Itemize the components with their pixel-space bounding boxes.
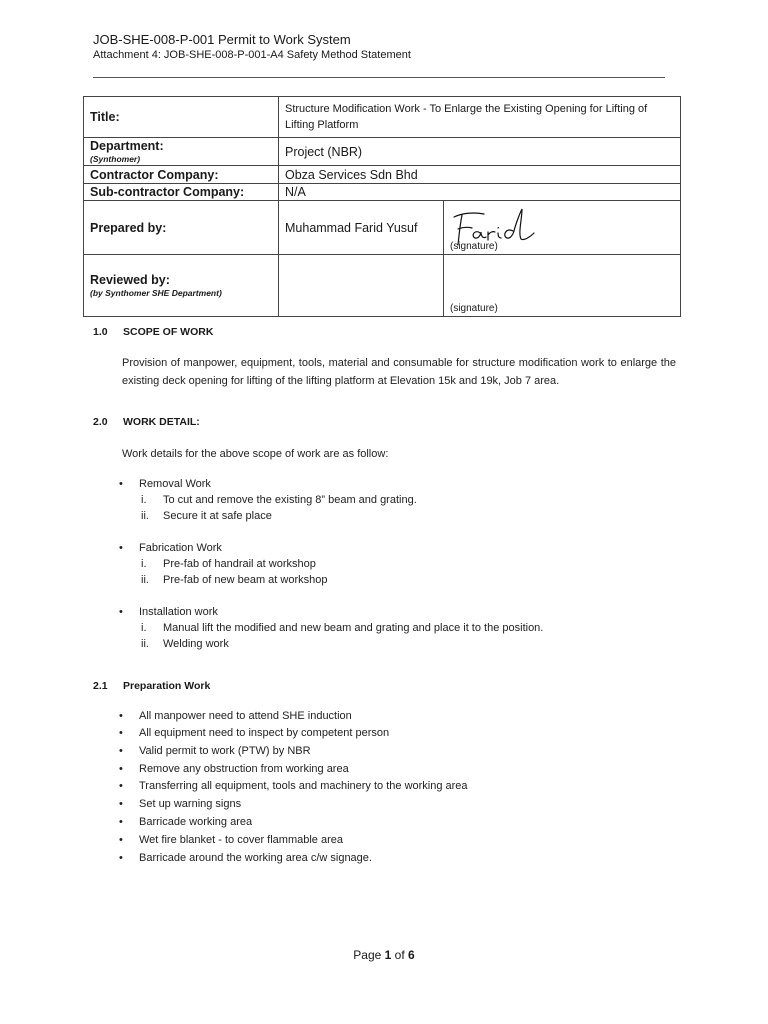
roman-numeral: ii.: [141, 574, 149, 586]
section-2-1-number: 2.1: [93, 680, 108, 692]
bullet-icon: •: [119, 834, 123, 846]
section-1-body: Provision of manpower, equipment, tools, material and consumable for structure modification work to enlarge the existing deck opening for lifting of the lifting platform at Elevation 15k and 19k, Job 7 area.: [122, 357, 676, 387]
work-step-text: Secure it at safe place: [163, 510, 272, 522]
work-step-text: Manual lift the modified and new beam and grating and place it to the position.: [163, 622, 544, 634]
list-item: [119, 542, 222, 554]
work-group-title: Removal Work: [139, 478, 211, 490]
department-row: [84, 138, 681, 166]
prepared-signature-cell: [444, 201, 681, 255]
list-item: [119, 834, 343, 846]
prep-item-text: Valid permit to work (PTW) by NBR: [139, 745, 311, 757]
work-step-text: Pre-fab of handrail at workshop: [163, 558, 316, 570]
page-number: 1: [384, 948, 392, 962]
subcontractor-value: N/A: [279, 184, 681, 201]
list-item: [119, 816, 253, 828]
page-total: 6: [408, 948, 415, 962]
prep-item-text: Remove any obstruction from working area: [139, 763, 349, 775]
bullet-icon: •: [119, 780, 123, 792]
roman-numeral: i.: [141, 622, 147, 634]
of-word: of: [394, 948, 405, 962]
department-value: Project (NBR): [279, 138, 681, 166]
document-info-table: [83, 96, 681, 317]
prep-item-text: All manpower need to attend SHE induction: [139, 710, 352, 722]
bullet-icon: •: [119, 727, 123, 739]
attachment-title: Attachment 4: JOB-SHE-008-P-001-A4 Safety Method Statement: [93, 49, 411, 61]
department-note: (Synthomer): [90, 154, 141, 164]
section-2-1-title: Preparation Work: [123, 680, 211, 692]
reviewed-note: (by Synthomer SHE Department): [90, 288, 222, 298]
list-item: [141, 638, 229, 650]
section-2-number: 2.0: [93, 416, 108, 428]
section-1-title: SCOPE OF WORK: [123, 326, 214, 338]
list-item: [119, 606, 218, 618]
bullet-icon: •: [119, 745, 123, 757]
bullet-icon: •: [119, 852, 123, 864]
list-item: [141, 622, 544, 634]
document-code-title: JOB-SHE-008-P-001 Permit to Work System: [93, 32, 351, 47]
title-row: [84, 97, 681, 138]
reviewed-label: Reviewed by:: [90, 273, 170, 287]
list-item: [141, 558, 316, 570]
section-2-title: WORK DETAIL:: [123, 416, 200, 428]
list-item: [141, 494, 417, 506]
bullet-icon: •: [119, 763, 123, 775]
page-word: Page: [353, 948, 382, 962]
work-group-title: Fabrication Work: [139, 542, 222, 554]
header-divider: [93, 77, 665, 78]
roman-numeral: ii.: [141, 510, 149, 522]
list-item: [141, 574, 328, 586]
prep-item-text: Set up warning signs: [139, 798, 242, 810]
section-2-1-heading: [93, 680, 210, 692]
work-step-text: Welding work: [163, 638, 229, 650]
reviewed-row: [84, 255, 681, 317]
title-value: Structure Modification Work - To Enlarge the Existing Opening for Lifting of Lifting Platform: [279, 97, 681, 138]
prep-item-text: Transferring all equipment, tools and machinery to the working area: [139, 780, 468, 792]
reviewed-signature-cell: [444, 255, 681, 317]
prepared-value: Muhammad Farid Yusuf: [279, 201, 444, 255]
prep-item-text: Wet fire blanket - to cover flammable area: [139, 834, 343, 846]
contractor-row: [84, 166, 681, 184]
list-item: [119, 745, 311, 757]
list-item: [119, 478, 211, 490]
section-2-heading: [93, 416, 200, 428]
list-item: [119, 798, 242, 810]
section-1-heading: [93, 326, 213, 338]
work-step-text: To cut and remove the existing 8” beam and grating.: [163, 494, 417, 506]
section-1-number: 1.0: [93, 326, 108, 338]
department-label: Department:: [90, 139, 164, 153]
prepared-label: Prepared by:: [84, 201, 279, 255]
list-item: [119, 710, 352, 722]
prep-item-text: Barricade working area: [139, 816, 253, 828]
contractor-value: Obza Services Sdn Bhd: [279, 166, 681, 184]
subcontractor-label: Sub-contractor Company:: [84, 184, 279, 201]
list-item: [119, 780, 468, 792]
title-label: Title:: [84, 97, 279, 138]
list-item: [119, 727, 390, 739]
work-group-title: Installation work: [139, 606, 218, 618]
contractor-label: Contractor Company:: [84, 166, 279, 184]
reviewed-name-cell: [279, 255, 444, 317]
bullet-icon: •: [119, 606, 123, 618]
roman-numeral: ii.: [141, 638, 149, 650]
list-item: [119, 763, 349, 775]
section-2-intro: Work details for the above scope of work are as follow:: [122, 448, 389, 460]
roman-numeral: i.: [141, 494, 147, 506]
prepared-signature-label: (signature): [450, 241, 498, 252]
bullet-icon: •: [119, 816, 123, 828]
reviewed-cell: [84, 255, 279, 317]
bullet-icon: •: [119, 710, 123, 722]
reviewed-signature-label: (signature): [450, 303, 498, 314]
department-cell: [84, 138, 279, 166]
page-footer: [0, 948, 768, 962]
bullet-icon: •: [119, 478, 123, 490]
work-step-text: Pre-fab of new beam at workshop: [163, 574, 328, 586]
prep-item-text: All equipment need to inspect by competent person: [139, 727, 390, 739]
prep-item-text: Barricade around the working area c/w signage.: [139, 852, 372, 864]
roman-numeral: i.: [141, 558, 147, 570]
list-item: [141, 510, 272, 522]
subcontractor-row: [84, 184, 681, 201]
bullet-icon: •: [119, 798, 123, 810]
list-item: [119, 852, 372, 864]
prepared-row: [84, 201, 681, 255]
bullet-icon: •: [119, 542, 123, 554]
